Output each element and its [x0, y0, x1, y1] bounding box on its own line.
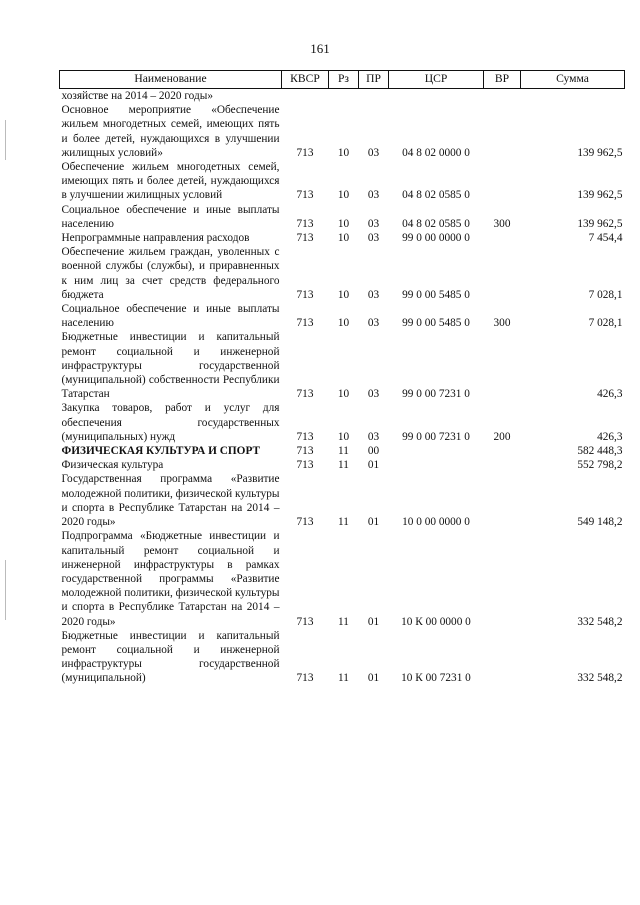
cell-sum: 552 798,2 [577, 459, 623, 472]
cell-kvsr: 713 [296, 445, 314, 458]
table-row [60, 401, 625, 444]
cell-rz: 10 [337, 217, 350, 230]
cell-sum [521, 89, 625, 104]
cell-vr [484, 444, 521, 458]
cell-name: Государственная программа «Развитие молодежной политики, физической культуры и спорта в Республике Татарстан на 2014 – 2020 годы» [61, 473, 280, 529]
header-kvsr: КВСР [282, 71, 329, 89]
cell-sum: 7 028,1 [588, 288, 623, 301]
cell-kvsr: 713 [296, 615, 314, 628]
cell-rz: 11 [338, 459, 349, 472]
cell-kvsr: 713 [296, 146, 314, 159]
cell-csr [389, 444, 484, 458]
cell-rz: 10 [337, 288, 350, 301]
cell-vr: 200 [493, 430, 511, 443]
cell-csr: 10 К 00 0000 0 [401, 615, 471, 628]
header-pr: ПР [359, 71, 389, 89]
cell-rz: 10 [337, 232, 350, 245]
cell-kvsr: 713 [296, 388, 314, 401]
cell-sum: 332 548,2 [577, 672, 623, 685]
cell-pr: 01 [367, 459, 380, 472]
cell-rz: 10 [337, 430, 350, 443]
cell-pr [359, 89, 389, 104]
cell-sum: 7 028,1 [588, 317, 623, 330]
cell-sum: 426,3 [597, 388, 623, 401]
cell-pr: 01 [367, 615, 380, 628]
scan-margin-mark [5, 560, 6, 620]
table-row [60, 330, 625, 401]
cell-rz: 10 [337, 146, 350, 159]
cell-vr: 300 [493, 317, 511, 330]
cell-sum: 139 962,5 [577, 217, 623, 230]
cell-sum: 582 448,3 [577, 445, 623, 458]
table-row [60, 302, 625, 330]
cell-pr: 03 [367, 189, 380, 202]
cell-kvsr: 713 [296, 288, 314, 301]
cell-pr: 01 [367, 672, 380, 685]
cell-name: Непрограммные направления расходов [61, 232, 250, 245]
cell-pr: 00 [367, 445, 380, 458]
cell-sum: 549 148,2 [577, 516, 623, 529]
cell-csr: 10 К 00 7231 0 [401, 672, 471, 685]
cell-kvsr: 713 [296, 516, 314, 529]
header-rz: Рз [329, 71, 359, 89]
header-name: Наименование [60, 71, 282, 89]
cell-rz: 10 [337, 317, 350, 330]
cell-csr: 99 0 00 7231 0 [402, 388, 470, 401]
table-row [60, 629, 625, 686]
cell-rz [329, 89, 359, 104]
cell-vr [484, 472, 521, 529]
cell-rz: 10 [337, 388, 350, 401]
table-row [60, 529, 625, 628]
cell-name: хозяйстве на 2014 – 2020 годы» [61, 90, 213, 102]
cell-csr: 04 8 02 0585 0 [402, 217, 470, 230]
cell-rz: 11 [338, 516, 349, 529]
cell-csr: 10 0 00 0000 0 [402, 516, 470, 529]
cell-kvsr: 713 [296, 232, 314, 245]
cell-csr: 04 8 02 0000 0 [402, 146, 470, 159]
cell-name: Обеспечение жильем многодетных семей, имеющих пять и более детей, нуждающихся в улучшении жилищных условий [61, 161, 280, 202]
cell-vr [484, 245, 521, 302]
table-header-row [60, 71, 625, 89]
cell-kvsr: 713 [296, 459, 314, 472]
cell-name: Социальное обеспечение и иные выплаты населению [61, 203, 280, 230]
cell-vr [484, 458, 521, 472]
cell-csr: 99 0 00 5485 0 [402, 288, 470, 301]
cell-rz: 11 [338, 672, 349, 685]
table-row [60, 160, 625, 203]
cell-rz: 11 [338, 615, 349, 628]
cell-sum: 139 962,5 [577, 146, 623, 159]
cell-kvsr: 713 [296, 217, 314, 230]
cell-sum: 426,3 [597, 430, 623, 443]
table-row [60, 245, 625, 302]
cell-csr: 99 0 00 5485 0 [402, 317, 470, 330]
table-row [60, 89, 625, 104]
cell-name: Закупка товаров, работ и услуг для обеспечения государственных (муниципальных) нужд [61, 402, 280, 443]
cell-pr: 01 [367, 516, 380, 529]
cell-vr [484, 330, 521, 401]
cell-pr: 03 [367, 317, 380, 330]
cell-vr: 300 [493, 217, 511, 230]
cell-vr [484, 529, 521, 628]
page-number: 161 [310, 41, 330, 56]
cell-pr: 03 [367, 388, 380, 401]
cell-name: Социальное обеспечение и иные выплаты населению [61, 303, 280, 330]
cell-name: Физическая культура [61, 459, 164, 472]
cell-pr: 03 [367, 232, 380, 245]
header-csr: ЦСР [389, 71, 484, 89]
cell-name: Обеспечение жильем граждан, уволенных с военной службы (службы), и приравненных к ним лиц за счет средств федерального бюджета [61, 246, 280, 301]
cell-csr [389, 458, 484, 472]
cell-name: Основное мероприятие «Обеспечение жильем многодетных семей, имеющих пять и более детей, нуждающихся в улучшении жилищных условий» [61, 104, 280, 159]
cell-pr: 03 [367, 146, 380, 159]
table-body [60, 89, 625, 686]
cell-kvsr: 713 [296, 189, 314, 202]
header-sum: Сумма [521, 71, 625, 89]
cell-vr [484, 160, 521, 203]
scan-margin-mark [5, 120, 6, 160]
cell-rz: 11 [338, 445, 349, 458]
cell-pr: 03 [367, 288, 380, 301]
cell-name: ФИЗИЧЕСКАЯ КУЛЬТУРА И СПОРТ [61, 445, 261, 458]
cell-name: Подпрограмма «Бюджетные инвестиции и капитальный ремонт социальной и инженерной инфраструктуры в рамках государственной программы «Развитие молодежной политики, физической культуры и спорта в Республике Татарстан на 2014 – 2020 годы» [61, 530, 280, 628]
cell-csr: 99 0 00 7231 0 [402, 430, 470, 443]
header-vr: ВР [484, 71, 521, 89]
cell-sum: 139 962,5 [577, 189, 623, 202]
budget-table [59, 70, 625, 686]
table-row [60, 458, 625, 472]
table-row [60, 203, 625, 231]
cell-vr [484, 103, 521, 160]
cell-rz: 10 [337, 189, 350, 202]
cell-name: Бюджетные инвестиции и капитальный ремонт социальной и инженерной инфраструктуры государственной (муниципальной) собственности Республики Татарстан [61, 331, 280, 401]
table-row [60, 472, 625, 529]
cell-kvsr: 713 [296, 672, 314, 685]
cell-csr: 99 0 00 0000 0 [402, 232, 470, 245]
cell-csr: 04 8 02 0585 0 [402, 189, 470, 202]
cell-vr [484, 231, 521, 245]
cell-pr: 03 [367, 217, 380, 230]
cell-sum: 332 548,2 [577, 615, 623, 628]
cell-name: Бюджетные инвестиции и капитальный ремонт социальной и инженерной инфраструктуры государственной (муниципальной) [61, 629, 280, 685]
cell-vr [484, 89, 521, 104]
cell-kvsr: 713 [296, 317, 314, 330]
cell-kvsr: 713 [296, 430, 314, 443]
cell-vr [484, 629, 521, 686]
table-row [60, 231, 625, 245]
cell-pr: 03 [367, 430, 380, 443]
table-row [60, 103, 625, 160]
table-row [60, 444, 625, 458]
cell-csr [389, 89, 484, 104]
cell-kvsr [282, 89, 329, 104]
cell-sum: 7 454,4 [588, 232, 623, 245]
